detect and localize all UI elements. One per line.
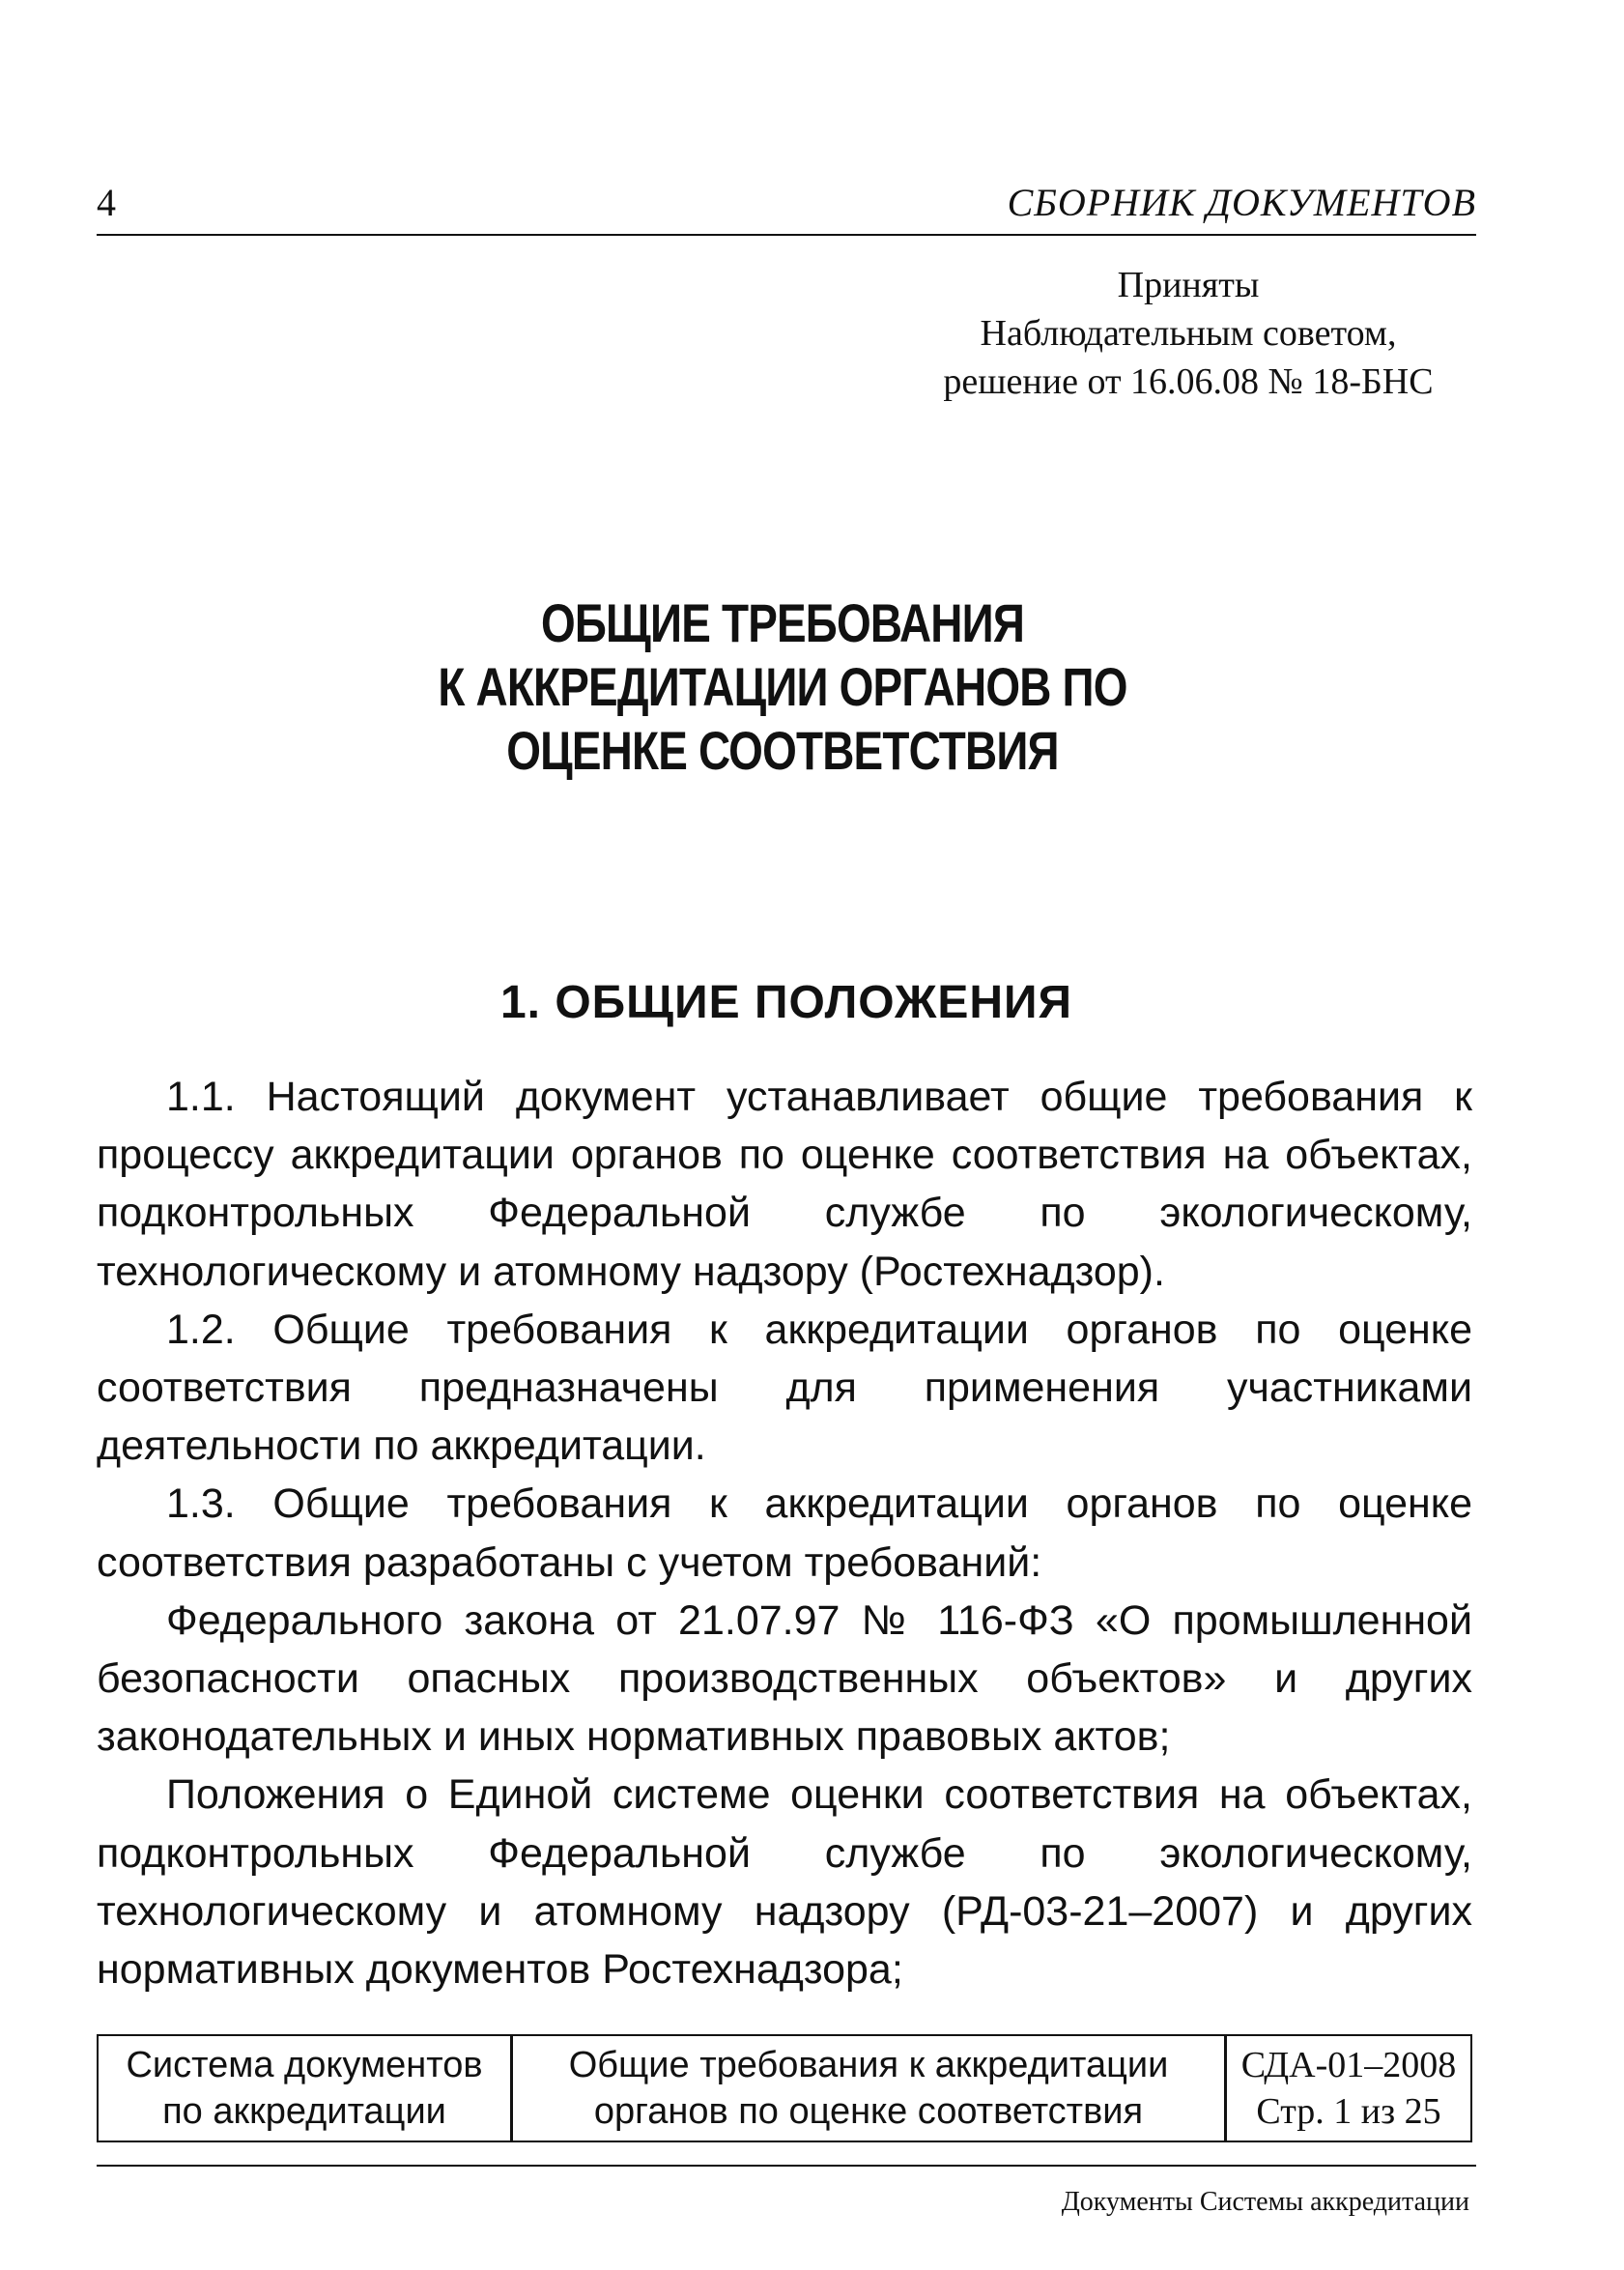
paragraph: 1.3. Общие требования к аккредитации органов по оценке соответствия разработаны с учетом требований:: [97, 1480, 1472, 1586]
approval-line: решение от 16.06.08 № 18-БНС: [943, 361, 1434, 402]
paragraph: Федерального закона от 21.07.97 № 116-ФЗ «О промышленной безопасности опасных производственных объектов» и других законодательных и иных нормативных правовых актов;: [97, 1596, 1472, 1761]
footer-cell-system: [99, 2036, 513, 2141]
section-body: [97, 1068, 1472, 1998]
footer-cell-text: Система документов: [126, 2045, 483, 2085]
section-heading: 1. ОБЩИЕ ПОЛОЖЕНИЯ: [499, 977, 1073, 1028]
title-line: ОЦЕНКЕ СООТВЕТСТВИЯ: [506, 720, 1059, 781]
bottom-note: Документы Системы аккредитации: [1061, 2187, 1469, 2217]
footer-cell-title: [513, 2036, 1227, 2141]
footer-cell-code: [1227, 2036, 1470, 2141]
footer-cell-text: по аккредитации: [162, 2091, 446, 2132]
page-header: [97, 180, 1476, 236]
document-title: [347, 591, 1218, 783]
footer-cell-text: органов по оценке соответствия: [593, 2091, 1144, 2132]
approval-line: Приняты: [1117, 265, 1260, 305]
paragraph: 1.1. Настоящий документ устанавливает общие требования к процессу аккредитации органов по оценке соответствия на объектах, подконтрольных Федеральной службе по экологическому, технологическому и атомному надзору (Ростехнадзор).: [97, 1074, 1472, 1295]
page-count: Стр. 1 из 25: [1256, 2091, 1441, 2132]
bottom-divider: [97, 2165, 1476, 2167]
title-line: ОБЩИЕ ТРЕБОВАНИЯ: [540, 592, 1025, 653]
running-title: СБОРНИК ДОКУМЕНТОВ: [1007, 181, 1476, 224]
title-line: К АККРЕДИТАЦИИ ОРГАНОВ ПО: [438, 656, 1127, 717]
footer-cell-text: Общие требования к аккредитации: [568, 2045, 1169, 2085]
paragraph: 1.2. Общие требования к аккредитации органов по оценке соответствия предназначены для применения участниками деятельности по аккредитации.: [97, 1306, 1472, 1470]
approval-line: Наблюдательным советом,: [980, 313, 1397, 354]
document-footer-table: [97, 2034, 1472, 2142]
document-code: СДА-01–2008: [1240, 2045, 1457, 2085]
page-number: 4: [97, 181, 116, 224]
approval-block: [918, 261, 1459, 406]
paragraph: Положения о Единой системе оценки соответствия на объектах, подконтрольных Федеральной службе по экологическому, технологическому и атомному надзору (РД-03-21–2007) и других нормативных документов Ростехнадзора;: [97, 1771, 1472, 1994]
